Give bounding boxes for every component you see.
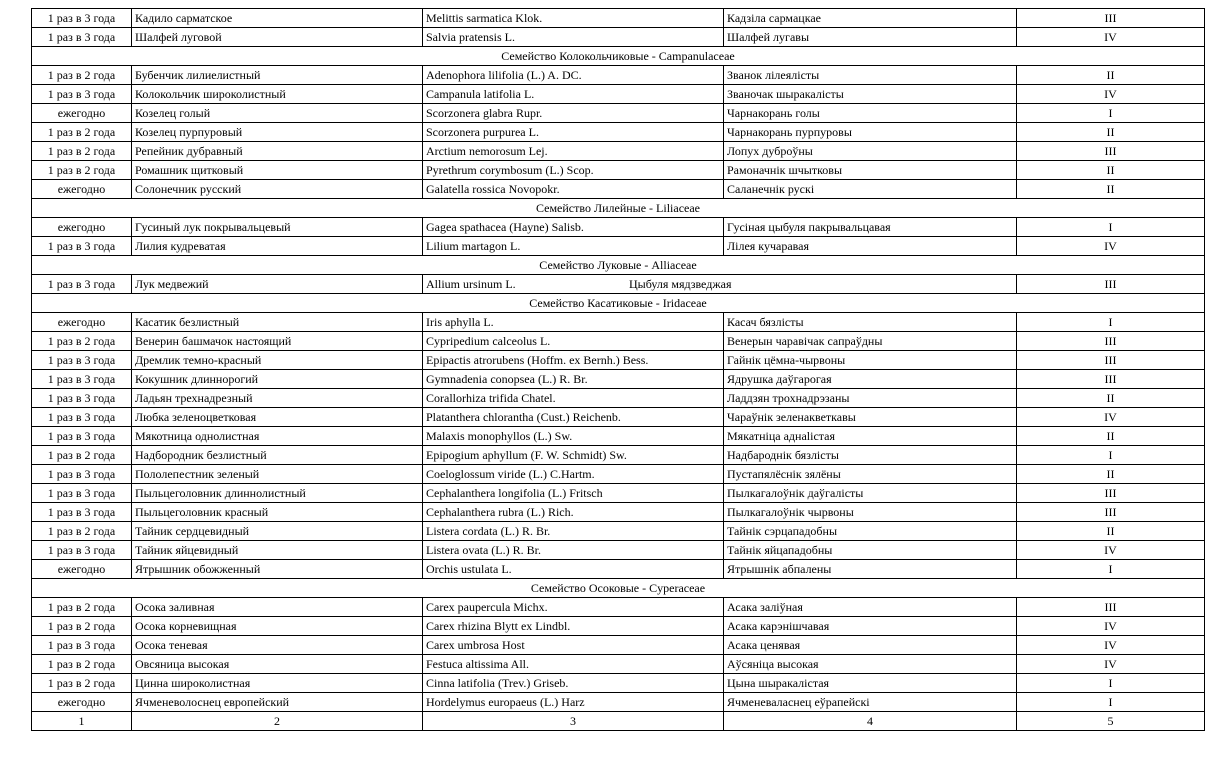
belarusian-name: 4: [724, 712, 1017, 731]
species-table-body: [32, 9, 1205, 731]
table-row: [32, 275, 1205, 294]
russian-name: Осока теневая: [132, 636, 423, 655]
latin-name: Scorzonera purpurea L.: [423, 123, 724, 142]
russian-name: Ятрышник обожженный: [132, 560, 423, 579]
protection-category: IV: [1017, 85, 1205, 104]
russian-name: Ячменеволоснец европейский: [132, 693, 423, 712]
latin-name: Listera ovata (L.) R. Br.: [423, 541, 724, 560]
belarusian-name: Чараўнік зеленакветкавы: [724, 408, 1017, 427]
table-row: [32, 218, 1205, 237]
belarusian-name: Асака карэнішчавая: [724, 617, 1017, 636]
russian-name: Козелец пурпуровый: [132, 123, 423, 142]
russian-name: Тайник сердцевидный: [132, 522, 423, 541]
russian-name: Осока заливная: [132, 598, 423, 617]
table-row: [32, 180, 1205, 199]
monitoring-frequency: 1 раз в 2 года: [32, 142, 132, 161]
family-name: Семейство Касатиковые - Iridaceae: [32, 294, 1205, 313]
latin-name: Salvia pratensis L.: [423, 28, 724, 47]
protection-category: IV: [1017, 636, 1205, 655]
belarusian-name: Пылкагалоўнік даўгалісты: [724, 484, 1017, 503]
table-row: [32, 598, 1205, 617]
protection-category: I: [1017, 313, 1205, 332]
protection-category: IV: [1017, 617, 1205, 636]
family-header-row: [32, 294, 1205, 313]
table-row: [32, 237, 1205, 256]
table-row: [32, 636, 1205, 655]
belarusian-name: Гайнік цёмна-чырвоны: [724, 351, 1017, 370]
table-row: [32, 85, 1205, 104]
latin-name: Carex rhizina Blytt ex Lindbl.: [423, 617, 724, 636]
protection-category: III: [1017, 484, 1205, 503]
latin-name: Epipactis atrorubens (Hoffm. ex Bernh.) Bess.: [423, 351, 724, 370]
latin-name: Lilium martagon L.: [423, 237, 724, 256]
monitoring-frequency: ежегодно: [32, 180, 132, 199]
latin-name: Galatella rossica Novopokr.: [423, 180, 724, 199]
russian-name: Осока корневищная: [132, 617, 423, 636]
monitoring-frequency: 1 раз в 3 года: [32, 503, 132, 522]
latin-belarusian-merged-cell: [423, 275, 1017, 294]
latin-name: Adenophora lilifolia (L.) A. DC.: [423, 66, 724, 85]
russian-name: Солонечник русский: [132, 180, 423, 199]
monitoring-frequency: 1 раз в 2 года: [32, 522, 132, 541]
family-header-row: [32, 256, 1205, 275]
latin-name: Cypripedium calceolus L.: [423, 332, 724, 351]
russian-name: Лилия кудреватая: [132, 237, 423, 256]
latin-name: Arctium nemorosum Lej.: [423, 142, 724, 161]
monitoring-frequency: 1 раз в 3 года: [32, 370, 132, 389]
latin-name: Coeloglossum viride (L.) C.Hartm.: [423, 465, 724, 484]
russian-name: Козелец голый: [132, 104, 423, 123]
monitoring-frequency: 1 раз в 2 года: [32, 617, 132, 636]
protection-category: I: [1017, 560, 1205, 579]
protection-category: IV: [1017, 541, 1205, 560]
russian-name: Гусиный лук покрывальцевый: [132, 218, 423, 237]
latin-name: Pyrethrum corymbosum (L.) Scop.: [423, 161, 724, 180]
table-row: [32, 674, 1205, 693]
table-row: [32, 522, 1205, 541]
species-table: [31, 8, 1205, 731]
latin-name: 3: [423, 712, 724, 731]
table-row: [32, 389, 1205, 408]
monitoring-frequency: 1 раз в 3 года: [32, 9, 132, 28]
russian-name: Пололепестник зеленый: [132, 465, 423, 484]
monitoring-frequency: ежегодно: [32, 218, 132, 237]
russian-name: Пыльцеголовник красный: [132, 503, 423, 522]
protection-category: II: [1017, 465, 1205, 484]
belarusian-name: Тайнік сэрцападобны: [724, 522, 1017, 541]
russian-name: Колокольчик широколистный: [132, 85, 423, 104]
belarusian-name: Пылкагалоўнік чырвоны: [724, 503, 1017, 522]
table-row: [32, 123, 1205, 142]
russian-name: Цинна широколистная: [132, 674, 423, 693]
latin-name: Corallorhiza trifida Chatel.: [423, 389, 724, 408]
family-name: Семейство Луковые - Alliaceae: [32, 256, 1205, 275]
russian-name: Репейник дубравный: [132, 142, 423, 161]
table-row: [32, 446, 1205, 465]
russian-name: Дремлик темно-красный: [132, 351, 423, 370]
belarusian-name: Мякатніца аднalістая: [724, 427, 1017, 446]
table-row: [32, 332, 1205, 351]
table-row: [32, 655, 1205, 674]
protection-category: IV: [1017, 655, 1205, 674]
russian-name: Ладьян трехнадрезный: [132, 389, 423, 408]
family-header-row: [32, 47, 1205, 66]
belarusian-name: Ятрышнік абпалены: [724, 560, 1017, 579]
latin-name: Iris aphylla L.: [423, 313, 724, 332]
latin-name: Platanthera chlorantha (Cust.) Reichenb.: [423, 408, 724, 427]
belarusian-name: Званочак шыракалісты: [724, 85, 1017, 104]
latin-name: Melittis sarmatica Klok.: [423, 9, 724, 28]
monitoring-frequency: 1 раз в 2 года: [32, 674, 132, 693]
russian-name: Кадило сарматское: [132, 9, 423, 28]
protection-category: III: [1017, 332, 1205, 351]
belarusian-name: Званок лілеялісты: [724, 66, 1017, 85]
protection-category: II: [1017, 66, 1205, 85]
belarusian-name: Пустапялёснік зялёны: [724, 465, 1017, 484]
table-row: [32, 28, 1205, 47]
belarusian-name: Кадзіла сармацкае: [724, 9, 1017, 28]
table-row: [32, 560, 1205, 579]
monitoring-frequency: 1 раз в 3 года: [32, 408, 132, 427]
belarusian-name: Асака заліўная: [724, 598, 1017, 617]
russian-name: Овсяница высокая: [132, 655, 423, 674]
protection-category: III: [1017, 598, 1205, 617]
monitoring-frequency: 1 раз в 3 года: [32, 237, 132, 256]
table-row: [32, 313, 1205, 332]
latin-name: Cephalanthera longifolia (L.) Fritsch: [423, 484, 724, 503]
monitoring-frequency: 1 раз в 2 года: [32, 66, 132, 85]
protection-category: I: [1017, 104, 1205, 123]
protection-category: I: [1017, 218, 1205, 237]
latin-name: Listera cordata (L.) R. Br.: [423, 522, 724, 541]
monitoring-frequency: 1 раз в 2 года: [32, 161, 132, 180]
protection-category: III: [1017, 9, 1205, 28]
russian-name: Ромашник щитковый: [132, 161, 423, 180]
protection-category: I: [1017, 693, 1205, 712]
russian-name: Любка зеленоцветковая: [132, 408, 423, 427]
russian-name: 2: [132, 712, 423, 731]
monitoring-frequency: 1 раз в 2 года: [32, 123, 132, 142]
table-row: [32, 104, 1205, 123]
latin-name: Scorzonera glabra Rupr.: [423, 104, 724, 123]
latin-name: Carex umbrosa Host: [423, 636, 724, 655]
monitoring-frequency: 1: [32, 712, 132, 731]
monitoring-frequency: ежегодно: [32, 560, 132, 579]
monitoring-frequency: 1 раз в 3 года: [32, 484, 132, 503]
russian-name: Мякотница однолистная: [132, 427, 423, 446]
protection-category: III: [1017, 142, 1205, 161]
belarusian-name: Чарнакорань голы: [724, 104, 1017, 123]
belarusian-name: Саланечнік рускі: [724, 180, 1017, 199]
protection-category: II: [1017, 389, 1205, 408]
table-row: [32, 465, 1205, 484]
table-row: [32, 351, 1205, 370]
table-row: [32, 9, 1205, 28]
monitoring-frequency: 1 раз в 3 года: [32, 85, 132, 104]
belarusian-name: Ячменеваласнец еўрапейскі: [724, 693, 1017, 712]
family-name: Семейство Лилейные - Liliaceae: [32, 199, 1205, 218]
protection-category: III: [1017, 503, 1205, 522]
column-number-row: [32, 712, 1205, 731]
monitoring-frequency: 1 раз в 2 года: [32, 446, 132, 465]
monitoring-frequency: 1 раз в 3 года: [32, 541, 132, 560]
belarusian-name: Лілея кучаравая: [724, 237, 1017, 256]
table-row: [32, 370, 1205, 389]
russian-name: Тайник яйцевидный: [132, 541, 423, 560]
monitoring-frequency: ежегодно: [32, 313, 132, 332]
protection-category: III: [1017, 370, 1205, 389]
protection-category: IV: [1017, 28, 1205, 47]
russian-name: Пыльцеголовник длиннолистный: [132, 484, 423, 503]
family-header-row: [32, 579, 1205, 598]
latin-name: Cephalanthera rubra (L.) Rich.: [423, 503, 724, 522]
table-row: [32, 142, 1205, 161]
monitoring-frequency: 1 раз в 3 года: [32, 28, 132, 47]
protection-category: II: [1017, 522, 1205, 541]
belarusian-name: Чарнакорань пурпуровы: [724, 123, 1017, 142]
table-row: [32, 66, 1205, 85]
table-row: [32, 484, 1205, 503]
table-row: [32, 693, 1205, 712]
latin-name: Gagea spathacea (Hayne) Salisb.: [423, 218, 724, 237]
monitoring-frequency: 1 раз в 3 года: [32, 389, 132, 408]
belarusian-name: Асака ценявая: [724, 636, 1017, 655]
protection-category: II: [1017, 180, 1205, 199]
monitoring-frequency: 1 раз в 3 года: [32, 351, 132, 370]
russian-name: Надбородник безлистный: [132, 446, 423, 465]
belarusian-name: Рамоначнік шчытковы: [724, 161, 1017, 180]
latin-name: Malaxis monophyllos (L.) Sw.: [423, 427, 724, 446]
table-row: [32, 541, 1205, 560]
monitoring-frequency: 1 раз в 2 года: [32, 655, 132, 674]
protection-category: IV: [1017, 237, 1205, 256]
table-row: [32, 427, 1205, 446]
protection-category: II: [1017, 427, 1205, 446]
family-header-row: [32, 199, 1205, 218]
russian-name: Бубенчик лилиелистный: [132, 66, 423, 85]
table-row: [32, 161, 1205, 180]
protection-category: I: [1017, 674, 1205, 693]
latin-name: Allium ursinum L.: [426, 276, 516, 291]
protection-category: 5: [1017, 712, 1205, 731]
russian-name: Касатик безлистный: [132, 313, 423, 332]
belarusian-name: Надбароднік бязлісты: [724, 446, 1017, 465]
monitoring-frequency: 1 раз в 3 года: [32, 465, 132, 484]
monitoring-frequency: 1 раз в 3 года: [32, 275, 132, 294]
monitoring-frequency: 1 раз в 3 года: [32, 636, 132, 655]
monitoring-frequency: 1 раз в 3 года: [32, 427, 132, 446]
russian-name: Кокушник длиннорогий: [132, 370, 423, 389]
family-name: Семейство Осоковые - Cyperaceae: [32, 579, 1205, 598]
belarusian-name: Ладдзян трохнадрэзаны: [724, 389, 1017, 408]
belarusian-name: Тайнік яйцападобны: [724, 541, 1017, 560]
belarusian-name: Венерын чаравічак сапраўдны: [724, 332, 1017, 351]
russian-name: Лук медвежий: [132, 275, 423, 294]
table-row: [32, 503, 1205, 522]
protection-category: II: [1017, 123, 1205, 142]
family-name: Семейство Колокольчиковые - Campanulaceae: [32, 47, 1205, 66]
belarusian-name: Цыбуля мядзведжая: [629, 276, 732, 291]
monitoring-frequency: ежегодно: [32, 693, 132, 712]
belarusian-name: Цына шыракалістая: [724, 674, 1017, 693]
protection-category: III: [1017, 275, 1205, 294]
belarusian-name: Касач бязлісты: [724, 313, 1017, 332]
protection-category: I: [1017, 446, 1205, 465]
russian-name: Шалфей луговой: [132, 28, 423, 47]
latin-name: Gymnadenia conopsea (L.) R. Br.: [423, 370, 724, 389]
latin-name: Carex paupercula Michx.: [423, 598, 724, 617]
table-row: [32, 408, 1205, 427]
protection-category: IV: [1017, 408, 1205, 427]
belarusian-name: Аўсяніца высокая: [724, 655, 1017, 674]
monitoring-frequency: ежегодно: [32, 104, 132, 123]
latin-name: Campanula latifolia L.: [423, 85, 724, 104]
latin-name: Hordelymus europaeus (L.) Harz: [423, 693, 724, 712]
latin-name: Cinna latifolia (Trev.) Griseb.: [423, 674, 724, 693]
latin-name: Festuca altissima All.: [423, 655, 724, 674]
monitoring-frequency: 1 раз в 2 года: [32, 332, 132, 351]
monitoring-frequency: 1 раз в 2 года: [32, 598, 132, 617]
latin-name: Orchis ustulata L.: [423, 560, 724, 579]
belarusian-name: Шалфей лугавы: [724, 28, 1017, 47]
latin-name: Epipogium aphyllum (F. W. Schmidt) Sw.: [423, 446, 724, 465]
belarusian-name: Лопух дуброўны: [724, 142, 1017, 161]
belarusian-name: Ядрушка даўгарогая: [724, 370, 1017, 389]
protection-category: II: [1017, 161, 1205, 180]
table-row: [32, 617, 1205, 636]
protection-category: III: [1017, 351, 1205, 370]
russian-name: Венерин башмачок настоящий: [132, 332, 423, 351]
belarusian-name: Гусіная цыбуля пакрывальцавая: [724, 218, 1017, 237]
